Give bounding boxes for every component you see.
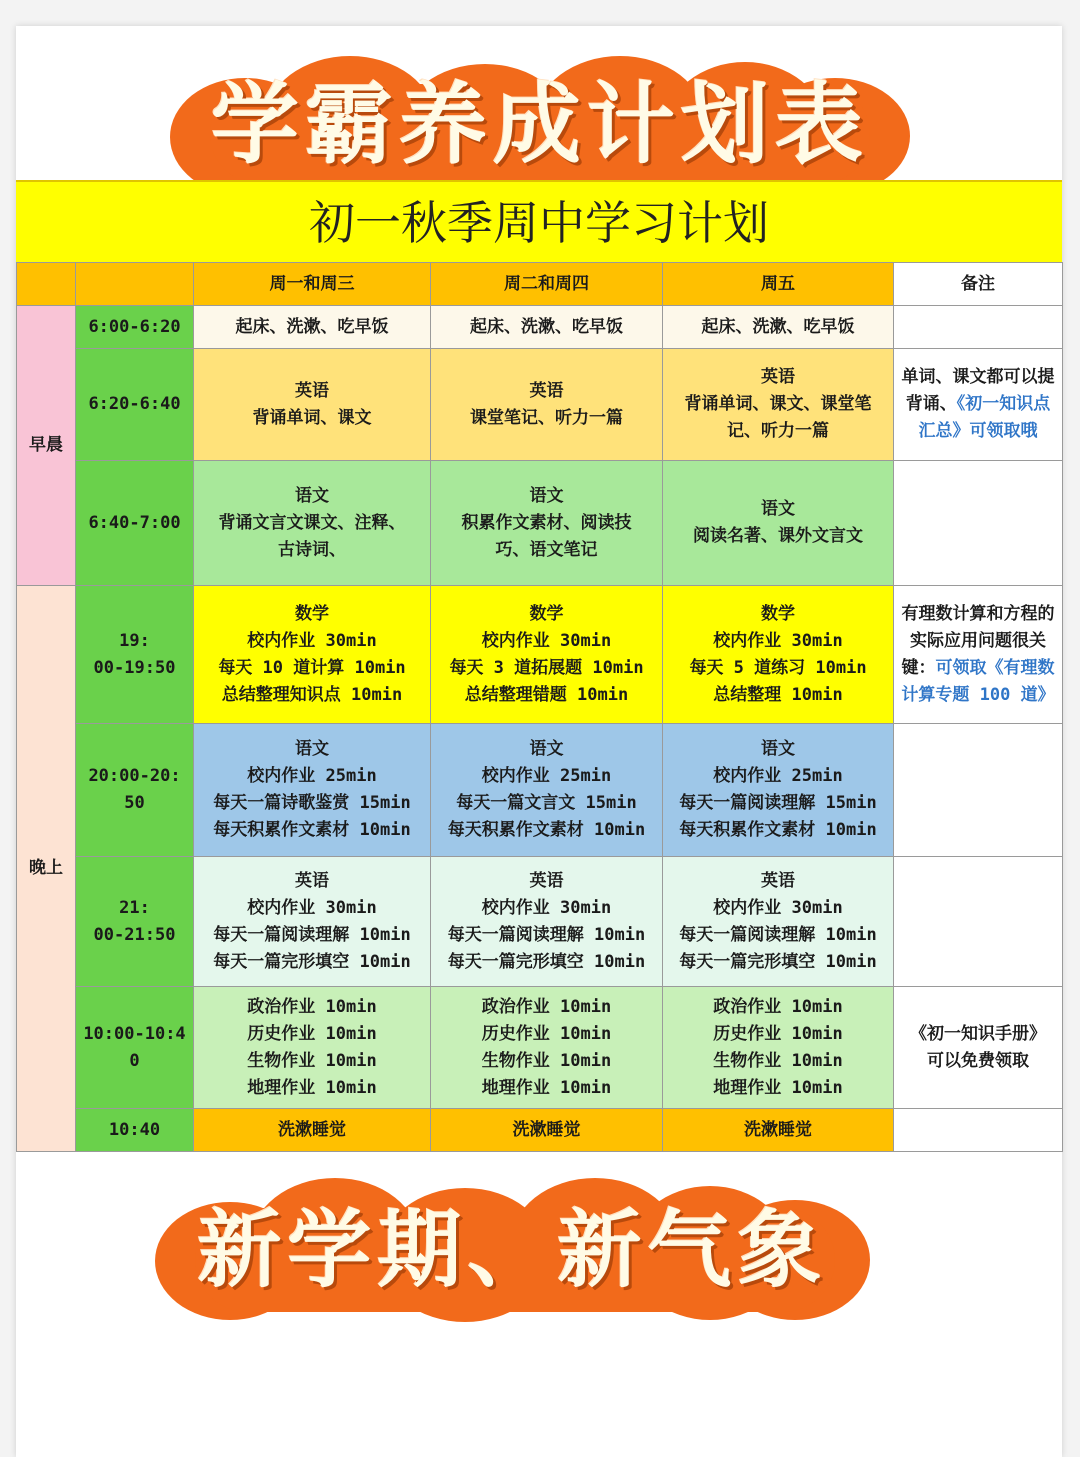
time-cell: 21: 00-21:50 [76,857,194,987]
time-cell: 6:20-6:40 [76,349,194,461]
table-row [17,306,1063,349]
time-cell: 20:00-20: 50 [76,724,194,857]
schedule-cell: 起床、洗漱、吃早饭 [663,306,894,349]
note-handbook: 《初一知识手册》 可以免费领取 [894,987,1063,1109]
schedule-cell: 语文 校内作业 25min 每天一篇文言文 15min 每天积累作文素材 10min [431,724,663,857]
page-title: 学霸养成计划表 [210,72,869,176]
period-morning: 早晨 [17,306,76,586]
schedule-cell: 语文 校内作业 25min 每天一篇诗歌鉴赏 15min 每天积累作文素材 10min [194,724,431,857]
schedule-cell: 洗漱睡觉 [194,1109,431,1152]
schedule-cell: 政治作业 10min 历史作业 10min 生物作业 10min 地理作业 10min [194,987,431,1109]
schedule-cell: 语文 阅读名著、课外文言文 [663,461,894,586]
schedule-cell: 数学 校内作业 30min 每天 5 道练习 10min 总结整理 10min [663,586,894,724]
note-math-text: 有理数计算和方程的实际应用问题很关键： [901,603,1055,678]
subtitle: 初一秋季周中学习计划 [16,180,1062,264]
note-cell [894,1109,1063,1152]
schedule-cell: 英语 课堂笔记、听力一篇 [431,349,663,461]
schedule-cell: 语文 积累作文素材、阅读技 巧、语文笔记 [431,461,663,586]
note-math [894,586,1063,724]
table-row [17,461,1063,586]
schedule-cell: 起床、洗漱、吃早饭 [431,306,663,349]
header-tue-thu: 周二和周四 [431,263,663,306]
table-header-row [17,263,1063,306]
schedule-cell: 语文 校内作业 25min 每天一篇阅读理解 15min 每天积累作文素材 10min [663,724,894,857]
table-row [17,857,1063,987]
schedule-cell: 英语 背诵单词、课文 [194,349,431,461]
table-row [17,586,1063,724]
note-cell [894,306,1063,349]
header-note: 备注 [894,263,1063,306]
table-row [17,987,1063,1109]
footer-slogan: 新学期、新气象 [197,1200,828,1299]
schedule-cell: 数学 校内作业 30min 每天 10 道计算 10min 总结整理知识点 10min [194,586,431,724]
header-time [76,263,194,306]
table-row [17,724,1063,857]
note-cell [894,857,1063,987]
schedule-cell: 英语 校内作业 30min 每天一篇阅读理解 10min 每天一篇完形填空 10min [431,857,663,987]
schedule-cell: 数学 校内作业 30min 每天 3 道拓展题 10min 总结整理错题 10min [431,586,663,724]
schedule-cell: 政治作业 10min 历史作业 10min 生物作业 10min 地理作业 10min [431,987,663,1109]
table-row [17,1109,1063,1152]
header-mon-wed: 周一和周三 [194,263,431,306]
title-banner [170,56,910,196]
time-cell: 10:00-10:4 0 [76,987,194,1109]
schedule-cell: 英语 校内作业 30min 每天一篇阅读理解 10min 每天一篇完形填空 10min [663,857,894,987]
note-english [894,349,1063,461]
note-cell [894,461,1063,586]
note-cell [894,724,1063,857]
schedule-cell: 洗漱睡觉 [431,1109,663,1152]
schedule-cell: 洗漱睡觉 [663,1109,894,1152]
time-cell: 6:40-7:00 [76,461,194,586]
period-evening: 晚上 [17,586,76,1152]
time-cell: 10:40 [76,1109,194,1152]
time-cell: 19: 00-19:50 [76,586,194,724]
footer-banner [155,1178,870,1323]
note-math-link[interactable]: 可领取《有理数计算专题 100 道》 [901,657,1055,705]
schedule-cell: 英语 背诵单词、课文、课堂笔 记、听力一篇 [663,349,894,461]
schedule-cell: 政治作业 10min 历史作业 10min 生物作业 10min 地理作业 10min [663,987,894,1109]
note-english-link[interactable]: 《初一知识点汇总》可领取哦 [918,394,1051,441]
note-english-text: 单词、课文都可以提背诵、 [901,367,1055,414]
table-row [17,349,1063,461]
header-fri: 周五 [663,263,894,306]
time-cell: 6:00-6:20 [76,306,194,349]
header-corner [17,263,76,306]
schedule-table [16,262,1063,1152]
schedule-cell: 起床、洗漱、吃早饭 [194,306,431,349]
schedule-cell: 英语 校内作业 30min 每天一篇阅读理解 10min 每天一篇完形填空 10min [194,857,431,987]
schedule-cell: 语文 背诵文言文课文、注释、 古诗词、 [194,461,431,586]
